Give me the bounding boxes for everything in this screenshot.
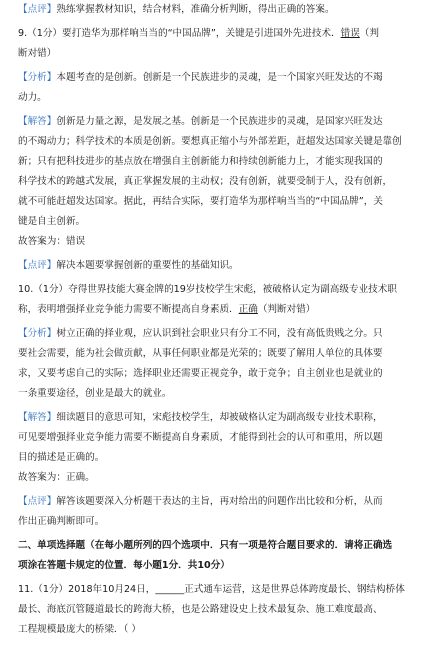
comment-tag: 【点评】 [18, 4, 57, 15]
solution-9-line-4: 科学技术的跨越式发展，真正掌握发展的主动权；没有创新，就要受制于人，没有创新， [18, 176, 393, 187]
solution-tag: 【解答】 [18, 412, 57, 423]
question-9-line-1: 9.（1分）要打造华为那样响当当的“中国品牌”，关键是引进国外先进技术．错误（判 [18, 28, 379, 39]
solution-10-line-3: 目的描述是正确的。 [18, 452, 105, 463]
section-heading-line-1: 二、单项选择题（在每小题所列的四个选项中．只有一项是符合题目要求的．请将正确选 [18, 540, 393, 551]
question-9-line-2: 断对错） [18, 48, 57, 59]
analysis-10-line-2: 要社会需要，能为社会做贡献，从事任何职业都是光荣的；既要了解用人单位的具体要 [18, 348, 383, 359]
comment-10-line-2: 作出正确判断即可。 [18, 516, 105, 527]
analysis-tag: 【分析】 [18, 72, 57, 83]
question-9-answer: 错误 [340, 28, 360, 39]
solution-9-answer: 故答案为：错误 [18, 236, 86, 247]
solution-tag: 【解答】 [18, 116, 57, 127]
question-11-line-3: 工程规模最庞大的桥梁．（ ） [18, 624, 141, 635]
solution-9-line-5: 就不可能赶超发达国家。据此，再结合实际，要打造华为那样响当当的“中国品牌”，关 [18, 196, 383, 207]
comment-text: 熟练掌握教材知识，结合材料，准确分析判断，得出正确的答案。 [56, 4, 335, 15]
solution-10-line-2: 可见要增强择业竞争能力需要不断提高自身素质，才能得到社会的认可和重用，所以题 [18, 432, 383, 443]
analysis-10-line-1: 【分析】树立正确的择业观，应认识到社会职业只有分工不同，没有高低贵贱之分。只 [18, 328, 383, 339]
question-11-line-1: 11.（1分）2018年10月24日，______正式通车运营，这是世界总体跨度最长、钢结构桥体 [18, 584, 405, 595]
analysis-9-line-2: 动力。 [18, 92, 47, 103]
solution-10-line-1: 【解答】细读题目的意思可知，宋彪技校学生，却被破格认定为副高级专业技术职称， [18, 412, 383, 423]
analysis-10-line-4: 一条重要途径，创业是最大的就业。 [18, 388, 172, 399]
question-11-blank: ______ [155, 584, 185, 595]
section-heading-line-2: 项涂在答题卡规定的位置．每小题1分．共10分） [18, 560, 230, 571]
comment-10-line-1: 【点评】解答该题要深入分析题干表达的主旨，再对给出的问题作出比较和分析，从而 [18, 496, 383, 507]
comment-9-line: 【点评】解决本题要掌握创新的重要性的基础知识。 [18, 260, 239, 271]
question-11-line-2: 最长、海底沉管隧道最长的跨海大桥，也是公路建设史上技术最复杂、施工难度最高、 [18, 604, 383, 615]
analysis-tag: 【分析】 [18, 328, 57, 339]
analysis-10-line-3: 求，又要考虑自己的实际；选择职业还需要正视竞争，敢于竞争；自主创业也是就业的 [18, 368, 383, 379]
solution-10-answer: 故答案为：正确。 [18, 472, 95, 483]
question-10-line-1: 10.（1分）夺得世界技能大赛金牌的19岁技校学生宋彪，被破格认定为副高级专业技术职 [18, 284, 397, 295]
comment-tag: 【点评】 [18, 496, 57, 507]
question-10-answer: 正确 [238, 304, 258, 315]
comment-tag: 【点评】 [18, 260, 57, 271]
solution-9-line-3: 新；只有把科技进步的基点放在增强自主创新能力和持续创新能力上，才能实现我国的 [18, 156, 383, 167]
solution-9-line-1: 【解答】创新是力量之源，是发展之基。创新是一个民族进步的灵魂，是国家兴旺发达 [18, 116, 383, 127]
analysis-9-line-1: 【分析】本题考查的是创新。创新是一个民族进步的灵魂，是一个国家兴旺发达的不竭 [18, 72, 383, 83]
question-10-line-2: 称，表明增强择业竞争能力需要不断提高自身素质．正确（判断对错） [18, 304, 316, 315]
solution-9-line-6: 键是自主创新。 [18, 216, 86, 227]
solution-9-line-2: 的不竭动力；科学技术的本质是创新。要想真正缩小与外部差距，赶超发达国家关键是靠创 [18, 136, 402, 147]
comment-line [18, 0, 411, 20]
